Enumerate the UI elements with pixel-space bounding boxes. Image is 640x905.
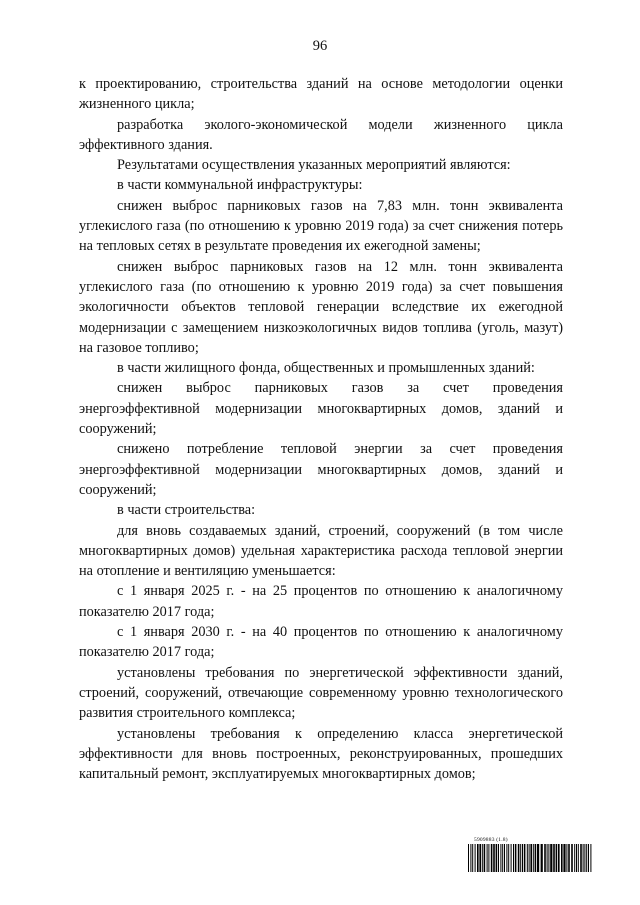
barcode-icon [468, 844, 592, 872]
paragraph: установлены требования к определению класса энергетической эффективности для вновь построенных, реконструированных, прошедших капитальный ремонт, эксплуатируемых многоквартирных домов; [79, 725, 563, 783]
document-barcode-block [468, 837, 592, 872]
paragraph: установлены требования по энергетической эффективности зданий, строений, сооружений, отвечающие современному уровню технологического развития строительного комплекса; [79, 664, 563, 722]
paragraph: снижен выброс парниковых газов на 12 млн. тонн эквивалента углекислого газа (по отношению к уровню 2019 года) за счет повышения экологичности объектов тепловой генерации вследствие их ежегодной модернизации с замещением низкоэкологичных видов топлива (уголь, мазут) на газовое топливо; [79, 258, 563, 356]
paragraph: Результатами осуществления указанных мероприятий являются: [117, 157, 511, 174]
paragraph: с 1 января 2025 г. - на 25 процентов по отношению к аналогичному показателю 2017 года; [79, 583, 563, 620]
paragraph: к проектированию, строительства зданий на основе методологии оценки жизненного цикла; [79, 76, 563, 113]
paragraph: разработка эколого-экономической модели жизненного цикла эффективного здания. [79, 116, 563, 153]
barcode-code: 5909883 (1.8) [474, 837, 508, 843]
section-heading-construction: в части строительства: [117, 502, 256, 519]
paragraph: снижено потребление тепловой энергии за счет проведения энергоэффективной модернизации многоквартирных домов, зданий и сооружений; [79, 441, 563, 498]
document-body [79, 74, 563, 784]
paragraph: для вновь создаваемых зданий, строений, сооружений (в том числе многоквартирных домов) удельная характеристика расхода тепловой энергии на отопление и вентиляцию уменьшается: [79, 522, 563, 580]
paragraph: снижен выброс парниковых газов на 7,83 млн. тонн эквивалента углекислого газа (по отношению к уровню 2019 года) за счет снижения потерь на тепловых сетях в результате проведения их ежегодной замены; [79, 197, 563, 255]
paragraph: снижен выброс парниковых газов за счет проведения энергоэффективной модернизации многоквартирных домов, зданий и сооружений; [79, 380, 563, 438]
paragraph: с 1 января 2030 г. - на 40 процентов по отношению к аналогичному показателю 2017 года; [79, 624, 563, 661]
section-heading-housing: в части жилищного фонда, общественных и промышленных зданий: [117, 360, 535, 377]
section-heading-communal: в части коммунальной инфраструктуры: [117, 177, 363, 194]
page-number: 96 [312, 38, 328, 54]
